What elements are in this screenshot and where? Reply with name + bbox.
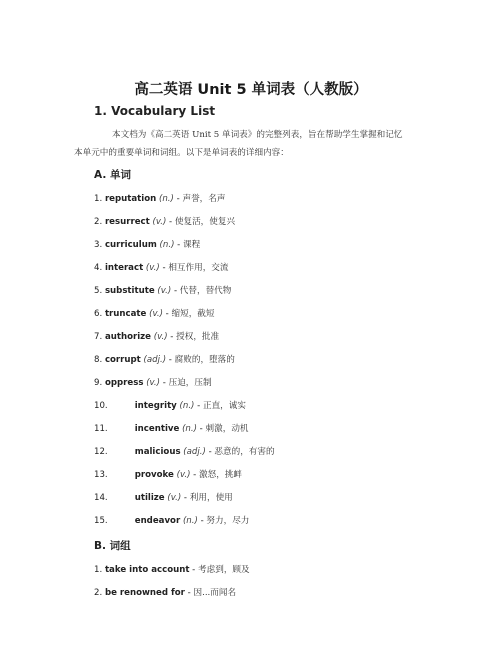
- word-entry: 4. interact (v.) - 相互作用，交流: [94, 263, 229, 273]
- word-entry: 3. curriculum (n.) - 课程: [94, 240, 201, 250]
- word-term: malicious: [134, 447, 181, 457]
- word-term: reputation: [104, 194, 157, 204]
- word-term: integrity: [134, 401, 177, 411]
- word-number: 7.: [94, 332, 103, 342]
- word-entry: 5. substitute (v.) - 代替，替代物: [94, 286, 232, 296]
- word-number: 11.: [94, 424, 108, 434]
- word-term: substitute: [104, 286, 155, 296]
- word-entry: 11. incentive (n.) - 刺激，动机: [94, 424, 249, 434]
- word-pos: (v.): [153, 332, 168, 342]
- word-entry: 10. integrity (n.) - 正直，诚实: [94, 401, 246, 411]
- phrase-entry: 1. take into account - 考虑到，顾及: [94, 565, 250, 575]
- word-pos: (v.): [146, 378, 161, 388]
- word-meaning: 代替，替代物: [179, 286, 232, 296]
- word-number: 8.: [94, 355, 103, 365]
- words-heading: A. 单词: [94, 169, 131, 181]
- word-number: 14.: [94, 493, 108, 503]
- word-term: incentive: [134, 424, 180, 434]
- word-pos: (adj.): [143, 355, 167, 365]
- word-pos: (n.): [182, 424, 197, 434]
- word-meaning: 课程: [183, 240, 201, 250]
- word-meaning: 缩短，截短: [171, 309, 215, 319]
- word-entry: 15. endeavor (n.) - 努力，尽力: [94, 516, 250, 526]
- word-pos: (v.): [149, 309, 163, 319]
- word-entry: 9. oppress (v.) - 压迫，压制: [94, 378, 212, 388]
- word-number: 10.: [94, 401, 108, 411]
- phrase-number: 1.: [94, 565, 103, 575]
- word-number: 2.: [94, 217, 103, 227]
- word-number: 4.: [94, 263, 103, 273]
- phrase-term: be renowned for: [104, 588, 185, 598]
- word-term: utilize: [134, 493, 165, 503]
- word-entry: 2. resurrect (v.) - 使复活，使复兴: [94, 217, 236, 227]
- word-entry: 6. truncate (v.) - 缩短，截短: [94, 309, 215, 319]
- intro-line-1: 本文档为《高二英语 Unit 5 单词表》的完整列表，旨在帮助学生掌握和记忆: [112, 130, 403, 140]
- word-term: oppress: [104, 378, 144, 388]
- word-number: 6.: [94, 309, 103, 319]
- word-meaning: 利用，使用: [189, 493, 233, 503]
- word-pos: (v.): [152, 217, 167, 227]
- word-meaning: 使复活，使复兴: [174, 217, 236, 227]
- word-meaning: 腐败的，堕落的: [174, 355, 235, 365]
- phrase-entry: 2. be renowned for - 因...而闻名: [94, 588, 237, 598]
- word-entry: 1. reputation (n.) - 声誉，名声: [94, 194, 226, 204]
- word-meaning: 相互作用，交流: [168, 263, 229, 273]
- word-meaning: 授权，批准: [176, 332, 220, 342]
- section-heading-vocabulary: 1. Vocabulary List: [94, 104, 216, 118]
- phrase-meaning: 因...而闻名: [193, 588, 237, 598]
- word-term: authorize: [104, 332, 151, 342]
- word-entry: 8. corrupt (adj.) - 腐败的，堕落的: [94, 355, 235, 365]
- word-pos: (v.): [176, 470, 191, 480]
- word-pos: (n.): [159, 194, 174, 204]
- word-meaning: 恶意的，有害的: [214, 447, 275, 457]
- word-pos: (n.): [159, 240, 175, 250]
- phrase-number: 2.: [94, 588, 103, 598]
- intro-line-2: 本单元中的重要单词和词组。以下是单词表的详细内容：: [74, 148, 289, 158]
- word-term: endeavor: [134, 516, 181, 526]
- word-number: 12.: [94, 447, 108, 457]
- word-meaning: 刺激，动机: [205, 424, 249, 434]
- word-pos: (v.): [145, 263, 160, 273]
- word-meaning: 正直，诚实: [202, 401, 246, 411]
- word-term: provoke: [134, 470, 174, 480]
- word-pos: (v.): [157, 286, 172, 296]
- word-pos: (n.): [182, 516, 198, 526]
- word-term: curriculum: [104, 240, 157, 250]
- word-pos: (adj.): [183, 447, 206, 457]
- phrase-term: take into account: [104, 565, 190, 575]
- word-pos: (n.): [179, 401, 195, 411]
- word-meaning: 努力，尽力: [206, 516, 250, 526]
- word-term: resurrect: [104, 217, 150, 227]
- phrase-meaning: 考虑到，顾及: [198, 565, 250, 575]
- word-entry: 13. provoke (v.) - 激怒，挑衅: [94, 470, 242, 480]
- word-number: 5.: [94, 286, 103, 296]
- word-term: truncate: [104, 309, 147, 319]
- intro-paragraph: [74, 126, 414, 162]
- word-term: interact: [104, 263, 144, 273]
- word-meaning: 声誉，名声: [182, 194, 226, 204]
- word-entry: 14. utilize (v.) - 利用，使用: [94, 493, 233, 503]
- word-number: 3.: [94, 240, 103, 250]
- document-title: 高二英语 Unit 5 单词表（人教版）: [134, 82, 368, 98]
- word-entry: 12. malicious (adj.) - 恶意的，有害的: [94, 447, 275, 457]
- word-number: 1.: [94, 194, 103, 204]
- word-meaning: 压迫，压制: [168, 378, 212, 388]
- word-number: 9.: [94, 378, 103, 388]
- word-entry: 7. authorize (v.) - 授权，批准: [94, 332, 220, 342]
- word-pos: (v.): [167, 493, 182, 503]
- word-meaning: 激怒，挑衅: [199, 470, 242, 480]
- word-term: corrupt: [104, 355, 141, 365]
- word-number: 13.: [94, 470, 108, 480]
- phrases-heading: B. 词组: [94, 540, 131, 552]
- word-number: 15.: [94, 516, 108, 526]
